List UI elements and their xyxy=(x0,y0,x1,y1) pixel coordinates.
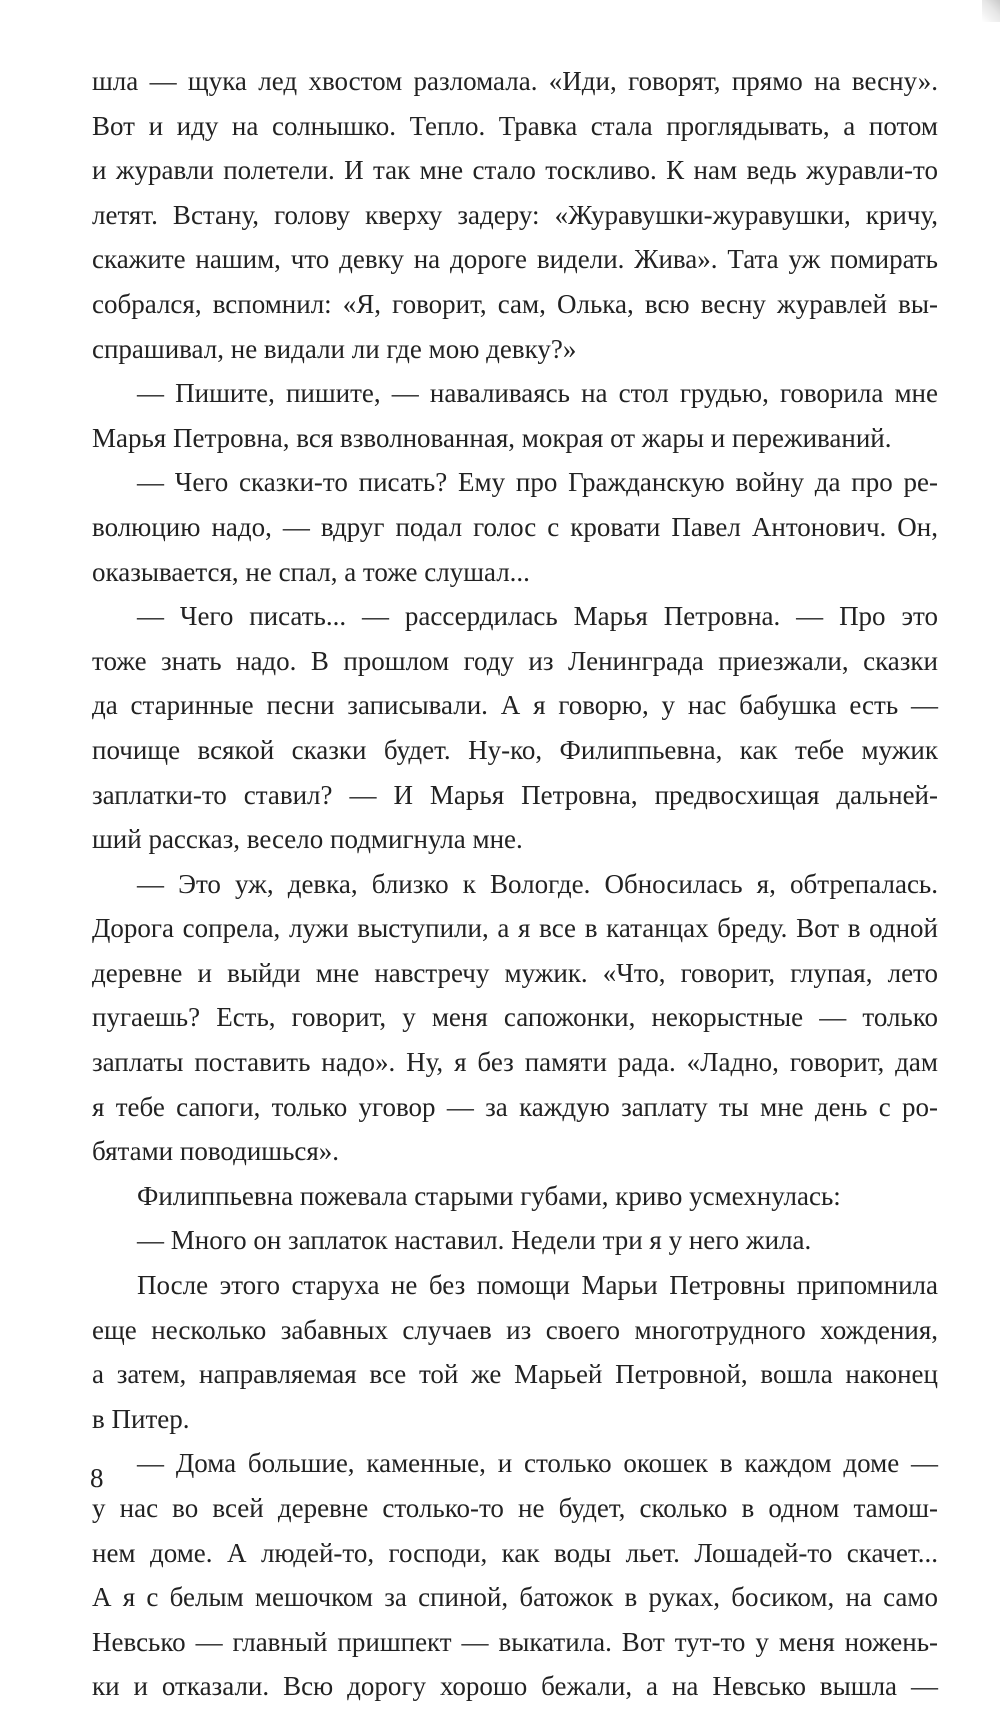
page-number: 8 xyxy=(90,1463,104,1493)
text-line: — Чего сказки-то писать? Ему про Гражданскую войну да про ре- xyxy=(137,467,938,498)
page-corner-shadow xyxy=(982,0,1000,22)
text-line: почище всякой сказки будет. Ну-ко, Филиппьевна, как тебе мужик xyxy=(92,734,938,765)
page-body-text xyxy=(92,59,938,1709)
text-line: — Много он заплаток наставил. Недели три я у него жила. xyxy=(137,1225,812,1256)
text-line: — Пишите, пишите, — наваливаясь на стол грудью, говорила мне xyxy=(137,378,938,409)
text-line: а затем, направляемая все той же Марьей Петровной, вошла наконец xyxy=(92,1359,938,1390)
text-line: тоже знать надо. В прошлом году из Ленинграда приезжали, сказки xyxy=(92,645,938,676)
text-line: волюцию надо, — вдруг подал голос с кровати Павел Антонович. Он, xyxy=(92,511,938,542)
text-line: скажите нашим, что девку на дороге видели. Жива». Тата уж помирать xyxy=(92,244,938,275)
text-line: Вот и иду на солнышко. Тепло. Травка стала проглядывать, а потом xyxy=(92,110,938,141)
text-line: — Чего писать... — рассердилась Марья Петровна. — Про это xyxy=(137,601,938,632)
text-line: А я с белым мешочком за спиной, батожок в руках, босиком, на само xyxy=(92,1582,938,1613)
text-line: деревне и выйди мне навстречу мужик. «Что, говорит, глупая, лето xyxy=(92,957,938,988)
text-line: Невсько — главный пришпект — выкатила. Вот тут-то у меня ножень- xyxy=(92,1626,938,1657)
text-line: и журавли полетели. И так мне стало тоскливо. К нам ведь журавли-то xyxy=(92,155,938,186)
text-line: бятами поводишься». xyxy=(92,1136,340,1167)
text-line: в Питер. xyxy=(92,1403,190,1434)
text-line: нем доме. А людей-то, господи, как воды льет. Лошадей-то скачет... xyxy=(92,1537,938,1568)
text-line: ший рассказ, весело подмигнула мне. xyxy=(92,824,523,855)
text-line: оказывается, не спал, а тоже слушал... xyxy=(92,556,530,587)
text-line: спрашивал, не видали ли где мою девку?» xyxy=(92,333,577,364)
text-line: заплатки-то ставил? — И Марья Петровна, предвосхищая дальней- xyxy=(92,779,938,810)
text-line: у нас во всей деревне столько-то не будет, сколько в одном тамош- xyxy=(92,1493,938,1523)
text-line: еще несколько забавных случаев из своего многотрудного хождения, xyxy=(92,1314,938,1345)
text-line: — Это уж, девка, близко к Вологде. Обносилась я, обтрепалась. xyxy=(137,868,938,899)
text-line: заплаты поставить надо». Ну, я без памяти рада. «Ладно, говорит, дам xyxy=(92,1047,938,1078)
text-line: пугаешь? Есть, говорит, у меня сапожонки, некорыстные — только xyxy=(92,1002,938,1033)
text-line: Филиппьевна пожевала старыми губами, криво усмехнулась: xyxy=(137,1180,841,1211)
text-line: Марья Петровна, вся взволнованная, мокрая от жары и переживаний. xyxy=(92,422,892,453)
text-line: да старинные песни записывали. А я говорю, у нас бабушка есть — xyxy=(92,690,938,721)
text-line: После этого старуха не без помощи Марьи Петровны припомнила xyxy=(137,1270,938,1301)
text-line: собрался, вспомнил: «Я, говорит, сам, Олька, всю весну журавлей вы- xyxy=(92,288,938,319)
text-line: — Дома большие, каменные, и столько окошек в каждом доме — xyxy=(137,1448,938,1479)
text-line: Дорога сопрела, лужи выступили, а я все в катанцах бреду. Вот в одной xyxy=(92,913,938,944)
text-line: летят. Встану, голову кверху задеру: «Журавушки-журавушки, кричу, xyxy=(92,199,938,230)
text-line: ки и отказали. Всю дорогу хорошо бежали, а на Невсько вышла — xyxy=(92,1671,938,1702)
text-line: шла — щука лед хвостом разломала. «Иди, говорят, прямо на весну». xyxy=(92,66,938,96)
text-line: я тебе сапоги, только уговор — за каждую заплату ты мне день с ро- xyxy=(92,1091,938,1122)
